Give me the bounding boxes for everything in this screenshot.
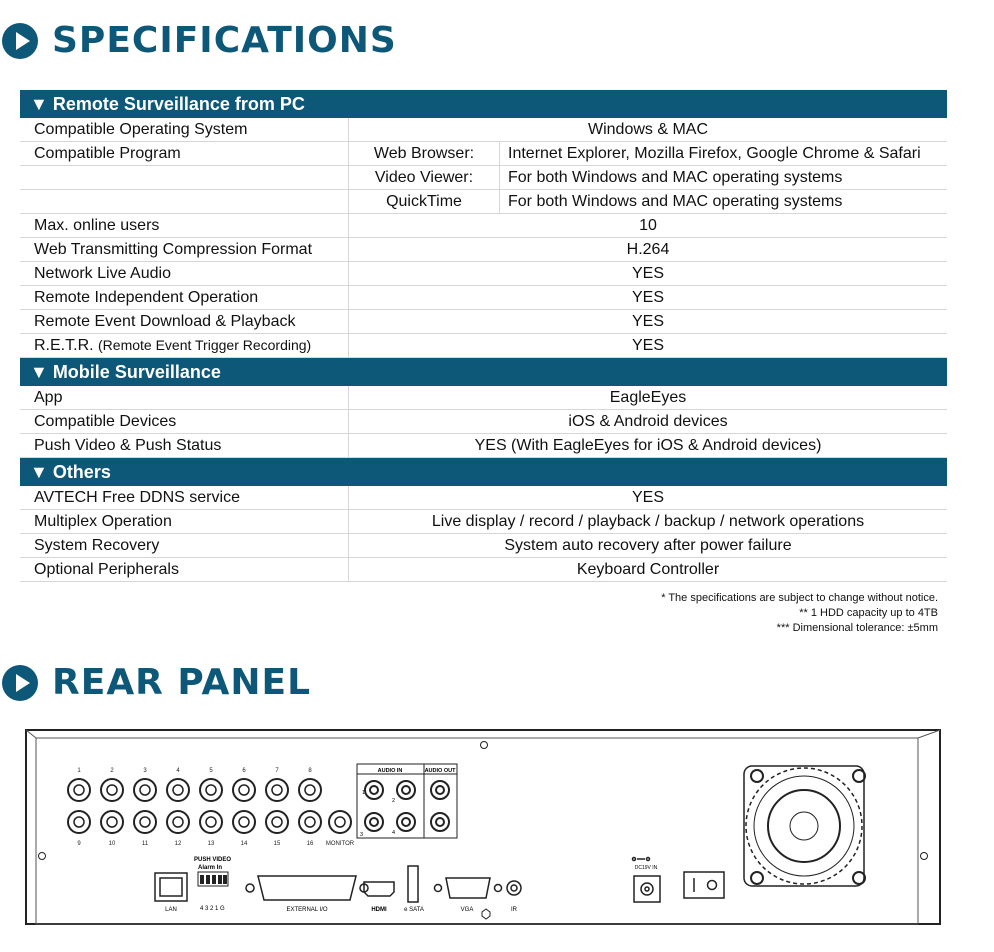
audio-in-number: 1 [362,790,366,796]
external-io-label: EXTERNAL I/O [286,907,328,913]
rear-panel-heading [0,662,311,703]
footnote: *** Dimensional tolerance: ±5mm [776,622,938,634]
channel-number: 9 [77,841,81,847]
channel-number: 1 [77,768,81,774]
table-row: Network Live Audio YES [20,262,947,286]
table-row: AVTECH Free DDNS service YES [20,486,947,510]
table-row: R.E.T.R. (Remote Event Trigger Recording) YES [20,334,947,358]
table-row: Optional Peripherals Keyboard Controller [20,558,947,582]
esata-label: e SATA [404,907,424,913]
specifications-heading [0,20,397,61]
audio-in-label: AUDIO IN [377,768,403,774]
vga-label: VGA [460,907,474,913]
table-row: App EagleEyes [20,386,947,410]
channel-number: 16 [306,841,314,847]
channel-number: 13 [207,841,215,847]
section-others: ▼ Others [20,458,947,487]
audio-in-number: 4 [392,830,396,836]
table-row: Compatible Program Web Browser: Internet Explorer, Mozilla Firefox, Google Chrome & Safari [20,142,947,166]
rear-panel-drawing [24,728,944,928]
channel-number: 2 [110,768,114,774]
channel-number: 5 [209,768,213,774]
channel-number: 4 [176,768,180,774]
table-row: Web Transmitting Compression Format H.264 [20,238,947,262]
audio-in-number: 3 [360,832,364,838]
table-row: Push Video & Push Status YES (With EagleEyes for iOS & Android devices) [20,434,947,458]
rear-panel-title: REAR PANEL [52,662,312,703]
table-row: Video Viewer: For both Windows and MAC operating systems [20,166,947,190]
lan-label: LAN [165,907,177,913]
audio-out-label: AUDIO OUT [424,768,456,774]
dc-in-label: DC19V IN [634,865,658,871]
footnote: ** 1 HDD capacity up to 4TB [799,607,938,619]
channel-number: 15 [273,841,281,847]
alarm-in-label: Alarm In [198,865,223,871]
channel-number: 3 [143,768,147,774]
channel-number: 6 [242,768,246,774]
table-row: System Recovery System auto recovery after power failure [20,534,947,558]
table-row: QuickTime For both Windows and MAC operating systems [20,190,947,214]
chassis-outline [26,730,940,924]
channel-number: 10 [108,841,116,847]
channel-number: 8 [308,768,312,774]
specifications-title: SPECIFICATIONS [52,20,397,61]
play-circle-icon [2,23,38,59]
table-row: Max. online users 10 [20,214,947,238]
table-row: Compatible Devices iOS & Android devices [20,410,947,434]
play-circle-icon [2,665,38,701]
audio-in-number: 2 [392,798,396,804]
ir-label: IR [511,907,517,913]
section-mobile: ▼ Mobile Surveillance [20,358,947,387]
channel-number: 11 [141,841,149,847]
footnote: * The specifications are subject to change without notice. [661,592,938,604]
monitor-label: MONITOR [325,841,355,847]
table-row: Multiplex Operation Live display / record / playback / backup / network operations [20,510,947,534]
footnotes [661,591,938,636]
channel-number: 12 [174,841,182,847]
section-remote: ▼ Remote Surveillance from PC [20,90,947,118]
specifications-table [20,90,947,582]
alarm-numbers: 4 3 2 1 G [200,906,225,912]
table-row: Remote Event Download & Playback YES [20,310,947,334]
table-row: Compatible Operating System Windows & MAC [20,118,947,142]
push-video-label: PUSH VIDEO [194,857,232,863]
channel-number: 7 [275,768,279,774]
table-row: Remote Independent Operation YES [20,286,947,310]
channel-number: 14 [240,841,248,847]
hdmi-label: HDMI [371,907,387,913]
